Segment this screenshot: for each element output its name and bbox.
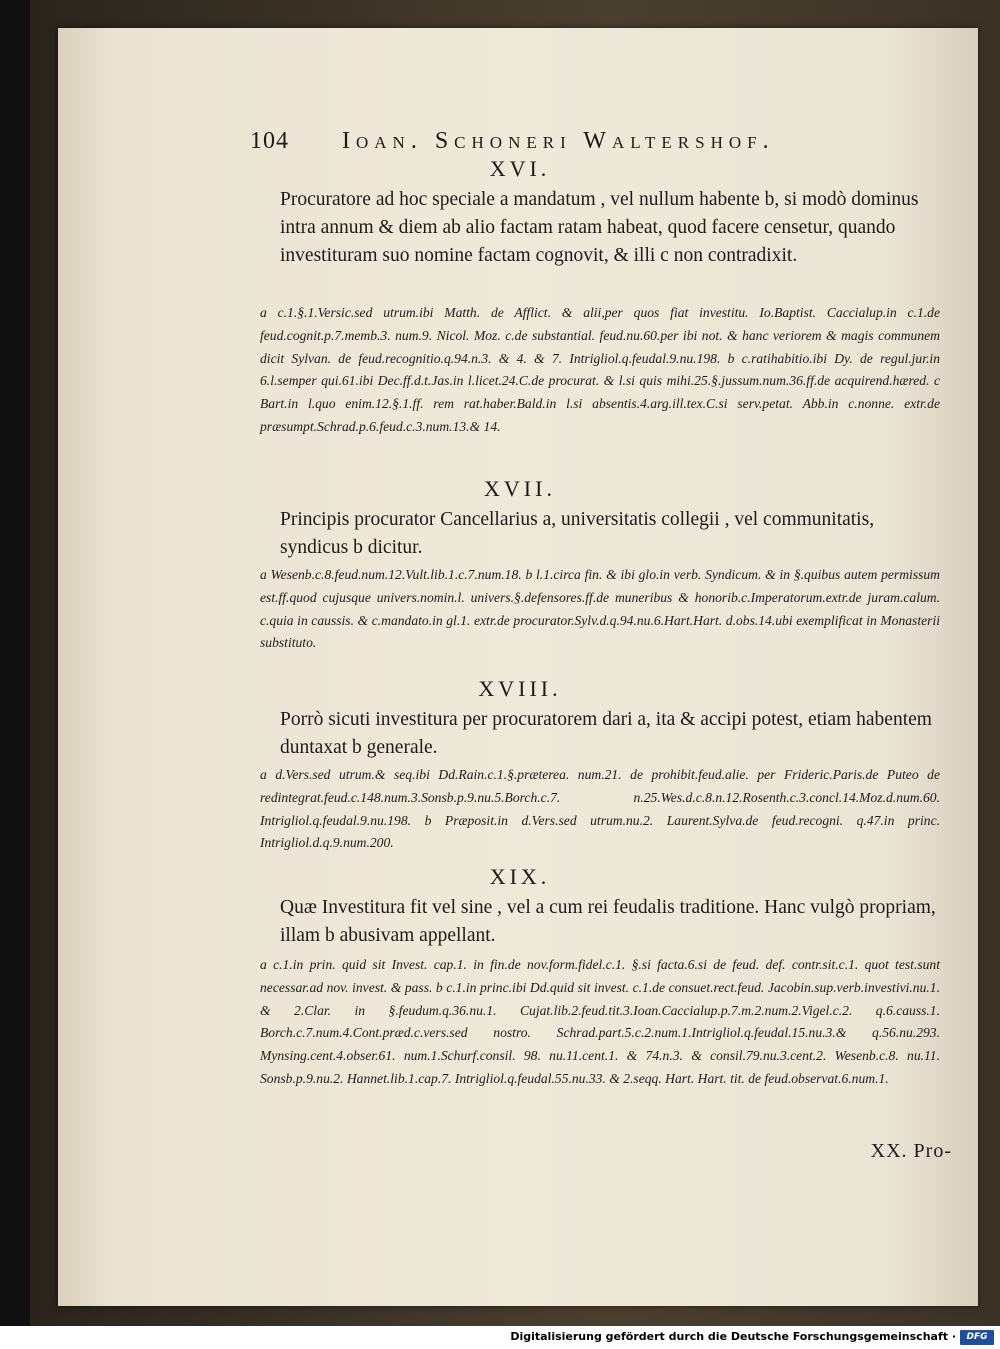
section-notes: a Wesenb.c.8.feud.num.12.Vult.lib.1.c.7.num.18. b l.1.circa fin. & ibi glo.in verb. Syndicum. & in §.quibus autem permissum est.ff.quod cujusque univers.nomin.l. univers.§.defensores.ff.de muneribus & honorib.c.Imperatorum.extr.de juram.calum. c.quia in caussis. & c.mandato.in gl.1. extr.de procurator.Sylv.d.q.94.nu.6.Hart.Hart. d.obs.14.ubi exemplificat in Monasterii substituto.: [260, 567, 940, 651]
running-head: Ioan. Schoneri Waltershof.: [342, 128, 775, 154]
section-numeral: XVIII.: [478, 676, 562, 701]
dfg-logo-icon: DFG: [960, 1330, 994, 1345]
footer-credit: Digitalisierung gefördert durch die Deutsche Forschungsgemeinschaft ·: [510, 1330, 956, 1343]
page-number: 104: [250, 128, 289, 154]
section-notes: a c.1.in prin. quid sit Invest. cap.1. in fin.de nov.form.fidel.c.1. §.si facta.6.si de feud. def. contr.sit.c.1. quot test.sunt necessar.ad nov. invest. & pass. b c.1.in princ.ibi Dd.quid sit invest. c.1.de consuet.rect.feud. Jacobin.sup.verb.investivi.nu.1. & 2.Clar. in §.feudum.q.36.nu.1. Cujat.lib.2.feud.tit.3.Ioan.Caccialup.p.7.m.2.num.2.Vigel.c.2. q.6.causs.1. Borch.c.7.num.4.Cont.præd.c.vers.sed nostro. Schrad.part.5.c.2.num.1.Intrigliol.q.feudal.15.nu.3.& q.56.nu.293. Mynsing.cent.4.obser.61. num.1.Schurf.consil. 98. nu.11.cent.1. & 74.n.3. & consil.79.nu.3.cent.2. Wesenb.c.8. nu.11. Sonsb.p.9.nu.2. Hannet.lib.1.cap.7. Intrigliol.q.feudal.55.nu.33. & 2.seqq. Hart. Hart. tit. de feud.observat.6.num.1.: [260, 957, 940, 1086]
section-text: Porrò sicuti investitura per procuratorem dari a, ita & accipi potest, etiam habentem duntaxat b generale.: [280, 709, 932, 758]
section-numeral: XIX.: [489, 864, 551, 889]
section-text: Quæ Investitura fit vel sine , vel a cum rei feudalis traditione. Hanc vulgò propriam, illam b abusivam appellant.: [280, 897, 936, 946]
catchword: XX. Pro-: [870, 1140, 952, 1162]
page-content: [70, 36, 970, 1298]
section-numeral: XVI.: [489, 156, 551, 181]
section-text: Principis procurator Cancellarius a, universitatis collegii , vel communitatis, syndicus b dicitur.: [280, 509, 875, 558]
section-numeral: XVII.: [484, 476, 556, 501]
footer-bar: [0, 1326, 1000, 1349]
section-text: Procuratore ad hoc speciale a mandatum , vel nullum habente b, si modò dominus intra annum & diem ab alio factam ratam habeat, quod facere censetur, quando investituram suo nomine factam cognovit, & illi c non contradixit.: [280, 189, 919, 266]
section-notes: a c.1.§.1.Versic.sed utrum.ibi Matth. de Afflict. & alii,per quos fiat investitu. Io.Baptist. Caccialup.in c.1.de feud.cognit.p.7.memb.3. num.9. Nicol. Moz. c.de substantial. feud.nu.60.per ibi not. & hanc veriorem & magis communem dicit Sylvan. de feud.recognitio.q.94.n.3. & 4. & 7. Intrigliol.q.feudal.9.nu.198. b c.ratihabitio.ibi Dy. de regul.jur.in 6.l.semper qui.61.ibi Dec.ff.d.t.Jas.in l.licet.24.C.de procurat. & l.si quis mihi.25.§.jussum.num.36.ff.de acquirend.hæred. c Bart.in l.quo enim.12.§.1.ff. rem rat.haber.Bald.in l.si absentis.4.arg.ill.tex.C.si serv.petat. Abb.in c.nonne. extr.de præsumpt.Schrad.p.6.feud.c.3.num.13.& 14.: [260, 305, 940, 434]
section-notes: a d.Vers.sed utrum.& seq.ibi Dd.Rain.c.1.§.præterea. num.21. de prohibit.feud.alie. per Frideric.Paris.de Puteo de redintegrat.feud.c.148.num.3.Sonsb.p.9.nu.5.Borch.c.7. n.25.Wes.d.c.8.n.12.Rosenth.c.3.concl.14.Moz.d.num.60. Intrigliol.q.feudal.9.nu.198. b Præposit.in d.Vers.sed utrum.nu.2. Laurent.Sylva.de feud.recogni. q.47.in princ. Intrigliol.d.q.9.num.200.: [260, 767, 940, 851]
